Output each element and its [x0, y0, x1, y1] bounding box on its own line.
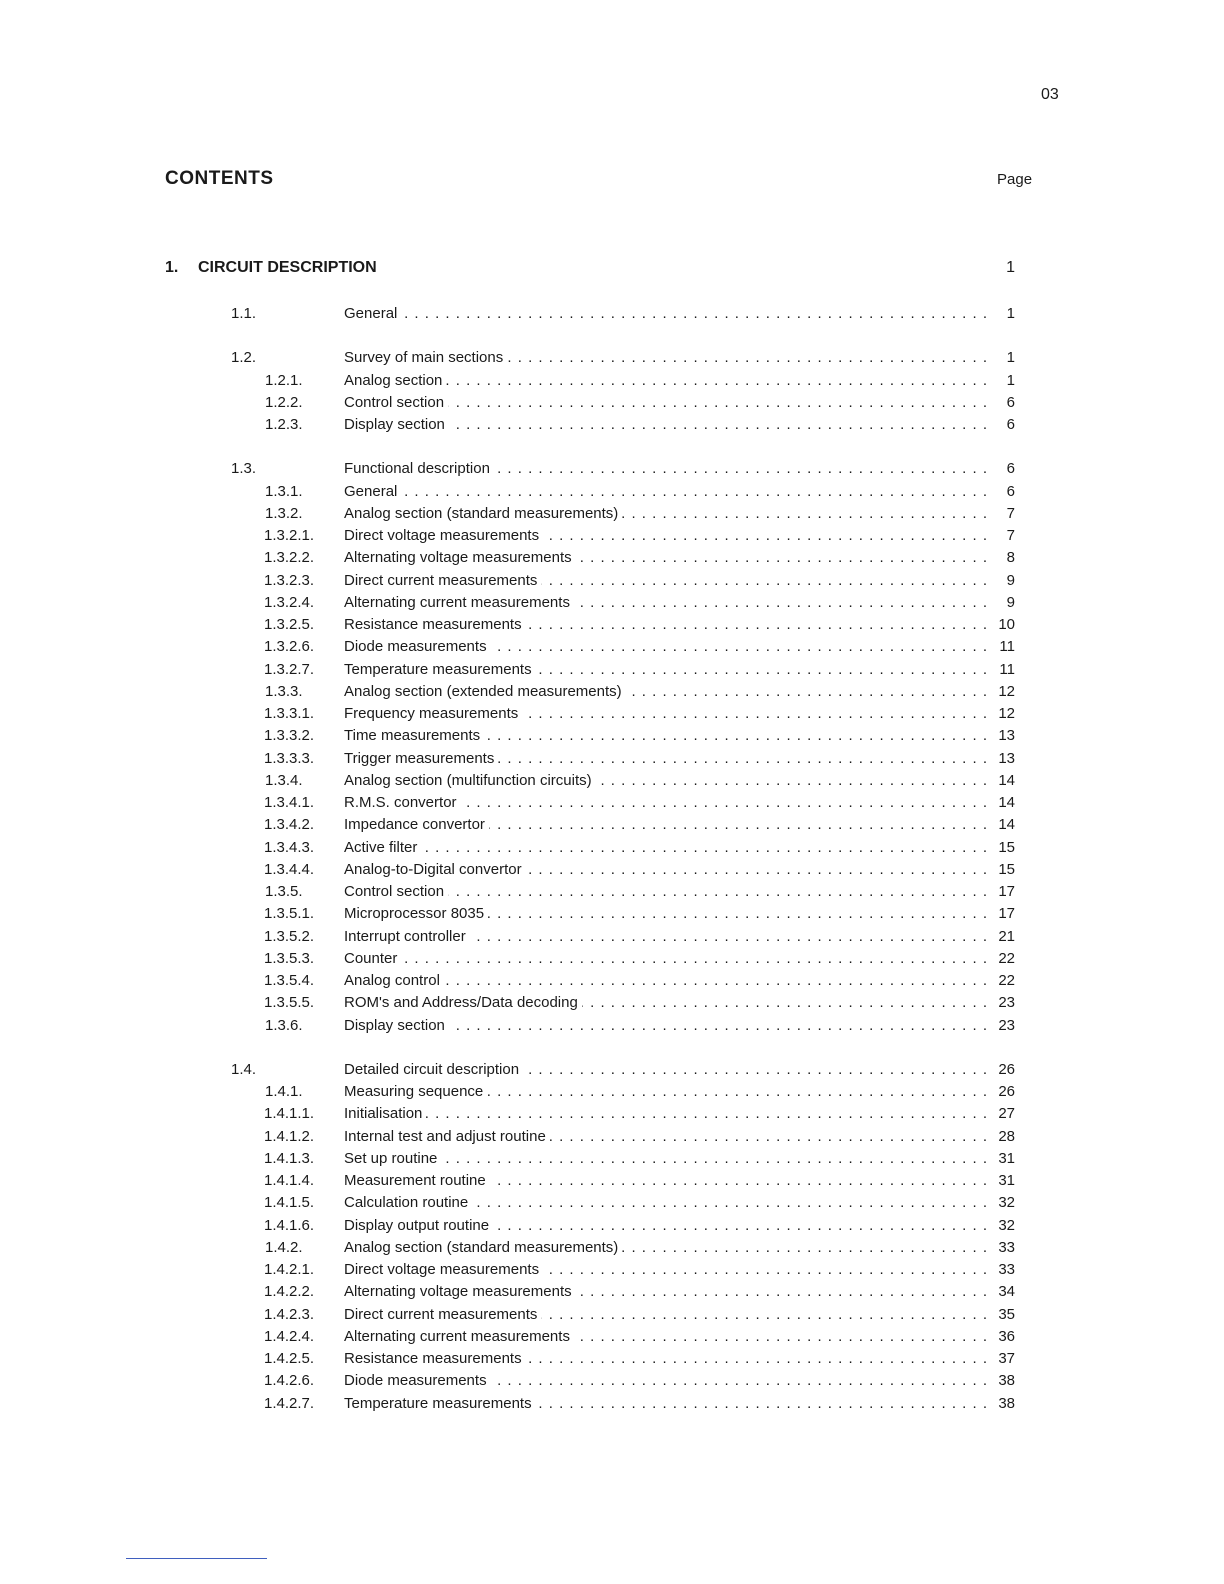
- toc-entry-number: 1.2.: [231, 349, 257, 367]
- toc-entry: [0, 547, 1224, 569]
- toc-entry-leader: [344, 1103, 988, 1125]
- toc-entry-title: Set up routine: [344, 1150, 441, 1167]
- toc-entry: [0, 1170, 1224, 1192]
- toc-entry-title: Diode measurements: [344, 638, 491, 655]
- toc-entry: [0, 570, 1224, 592]
- toc-entry-page: 1: [1006, 305, 1015, 322]
- toc-entry-number: 1.3.: [231, 460, 257, 478]
- toc-entry-page: 35: [998, 1305, 1015, 1323]
- chapter-number: 1.: [165, 259, 179, 276]
- toc-entry-title: Control section: [344, 883, 448, 900]
- toc-entry-title: Direct current measurements: [344, 572, 541, 589]
- toc-entry-leader: [344, 1326, 988, 1348]
- toc-entry-page: 6: [1006, 482, 1015, 500]
- toc-entry-page: 23: [998, 994, 1015, 1012]
- toc-entry-leader: [344, 903, 988, 925]
- toc-entry: [0, 1259, 1224, 1281]
- toc-entry-leader: [344, 1237, 988, 1259]
- toc-entry-title: Survey of main sections: [344, 349, 507, 366]
- toc-entry-page: 14: [998, 771, 1015, 789]
- toc-entry-page: 33: [998, 1261, 1015, 1278]
- toc-entry-leader: [344, 503, 988, 525]
- toc-entry-title: Control section: [344, 394, 448, 411]
- toc-entry: [0, 725, 1224, 747]
- toc-entry-number: 1.4.2.1.: [264, 1261, 315, 1278]
- toc-entry-page: 27: [998, 1105, 1015, 1123]
- toc-entry-title: Display section: [344, 1017, 449, 1034]
- toc-entry-number: 1.3.2.4.: [264, 593, 315, 611]
- toc-entry: [0, 1081, 1224, 1103]
- toc-entry: [0, 614, 1224, 636]
- toc-entry-page: 15: [998, 860, 1015, 878]
- toc-entry: [0, 481, 1224, 503]
- toc-entry-title: General: [344, 305, 401, 322]
- toc-entry-leader: [344, 636, 988, 658]
- toc-entry-title: Analog section (standard measurements): [344, 1239, 622, 1256]
- toc-entry-title: Alternating current measurements: [344, 1328, 574, 1345]
- toc-entry-title: Diode measurements: [344, 1372, 491, 1389]
- toc-entry-page: 1: [1006, 371, 1015, 389]
- toc-entry-title: Initialisation: [344, 1105, 426, 1122]
- toc-entry: [0, 1148, 1224, 1170]
- toc-entry-number: 1.3.3.1.: [264, 705, 315, 722]
- toc-entry-number: 1.4.1.: [265, 1083, 303, 1100]
- toc-entry-title: Analog-to-Digital convertor: [344, 861, 526, 878]
- toc-entry-leader: [344, 970, 988, 992]
- toc-entry: [0, 1015, 1224, 1037]
- toc-entry-number: 1.4.2.7.: [264, 1394, 315, 1412]
- page-column-label: Page: [997, 171, 1033, 188]
- toc-entry-page: 21: [998, 927, 1015, 945]
- toc-entry-page: 17: [998, 905, 1015, 923]
- toc-entry-leader: [344, 303, 988, 325]
- toc-entry-number: 1.4.2.2.: [264, 1283, 315, 1301]
- toc-entry-page: 17: [998, 883, 1015, 900]
- toc-entry: [0, 1103, 1224, 1125]
- toc-entry: [0, 1215, 1224, 1237]
- toc-entry: [0, 1370, 1224, 1392]
- toc-entry-number: 1.3.6.: [265, 1016, 303, 1034]
- chapter-page: 1: [1006, 259, 1015, 276]
- toc-entry-title: Calculation routine: [344, 1194, 472, 1211]
- toc-entry-leader: [344, 614, 988, 636]
- toc-entry-title: R.M.S. convertor: [344, 794, 461, 811]
- toc-entry-page: 12: [998, 705, 1015, 722]
- toc-entry-page: 26: [998, 1083, 1015, 1100]
- toc-entry: [0, 592, 1224, 614]
- toc-entry-title: Direct voltage measurements: [344, 527, 543, 544]
- toc-entry-page: 38: [998, 1372, 1015, 1390]
- toc-entry: [0, 659, 1224, 681]
- toc-entry-page: 33: [998, 1238, 1015, 1256]
- toc-entry-title: Trigger measurements: [344, 750, 498, 767]
- toc-entry-leader: [344, 1059, 988, 1081]
- chapter-heading: [165, 259, 1015, 281]
- toc-entry-page: 31: [998, 1172, 1015, 1189]
- toc-entry-leader: [344, 1126, 988, 1148]
- toc-entry-title: Analog section (multifunction circuits): [344, 772, 596, 789]
- toc-entry-page: 12: [998, 682, 1015, 700]
- toc-entry-page: 13: [998, 749, 1015, 767]
- toc-entry-title: Detailed circuit description: [344, 1061, 523, 1078]
- toc-entry: [0, 503, 1224, 525]
- toc-entry-page: 10: [998, 616, 1015, 633]
- toc-entry-page: 37: [998, 1350, 1015, 1367]
- toc-entry-number: 1.3.4.4.: [264, 860, 315, 878]
- toc-entry-leader: [344, 570, 988, 592]
- chapter-title: CIRCUIT DESCRIPTION: [198, 259, 377, 276]
- toc-entry: [0, 1126, 1224, 1148]
- toc-entry-number: 1.3.4.3.: [264, 838, 315, 856]
- toc-entry-number: 1.3.5.4.: [264, 972, 315, 989]
- toc-entry-leader: [344, 681, 988, 703]
- contents-title: CONTENTS: [165, 168, 274, 189]
- toc-entry-title: Analog section: [344, 372, 446, 389]
- toc-entry: [0, 525, 1224, 547]
- toc-entry-leader: [344, 926, 988, 948]
- toc-entry: [0, 837, 1224, 859]
- toc-entry-leader: [344, 547, 988, 569]
- toc-entry: [0, 792, 1224, 814]
- toc-entry-title: Functional description: [344, 460, 494, 477]
- toc-entry-title: Microprocessor 8035: [344, 905, 488, 922]
- toc-entry-leader: [344, 1192, 988, 1214]
- toc-entry-number: 1.3.4.1.: [264, 794, 315, 811]
- toc-entry-leader: [344, 748, 988, 770]
- toc-entry-number: 1.4.1.1.: [264, 1105, 315, 1123]
- toc-entry-number: 1.3.3.3.: [264, 749, 315, 767]
- toc-entry-page: 1: [1006, 349, 1015, 367]
- toc-entry: [0, 703, 1224, 725]
- toc-entry-leader: [344, 1304, 988, 1326]
- toc-entry-page: 32: [998, 1216, 1015, 1234]
- toc-entry: [0, 1237, 1224, 1259]
- toc-entry-page: 9: [1006, 593, 1015, 611]
- toc-entry-number: 1.3.2.: [265, 504, 303, 522]
- toc-entry: [0, 814, 1224, 836]
- toc-entry: [0, 636, 1224, 658]
- toc-entry-number: 1.3.5.5.: [264, 994, 315, 1012]
- toc-entry: [0, 1304, 1224, 1326]
- toc-entry: [0, 970, 1224, 992]
- toc-entry: [0, 370, 1224, 392]
- toc-entry-leader: [344, 1281, 988, 1303]
- toc-entry-page: 14: [998, 816, 1015, 834]
- toc-entry-page: 7: [1006, 504, 1015, 522]
- toc-entry-number: 1.4.1.5.: [264, 1194, 315, 1212]
- toc-entry: [0, 992, 1224, 1014]
- toc-entry-title: Temperature measurements: [344, 1395, 536, 1412]
- toc-entry-page: 9: [1006, 571, 1015, 589]
- toc-entry-page: 22: [998, 972, 1015, 989]
- toc-entry-number: 1.3.5.1.: [264, 905, 315, 923]
- toc-entry: [0, 347, 1224, 369]
- toc-entry-title: Analog control: [344, 972, 444, 989]
- toc-entry-leader: [344, 592, 988, 614]
- toc-entry-number: 1.3.2.1.: [264, 527, 315, 544]
- toc-entry-number: 1.4.1.3.: [264, 1149, 315, 1167]
- toc-entry-number: 1.3.2.7.: [264, 660, 315, 678]
- toc-entry-title: Time measurements: [344, 727, 484, 744]
- toc-entry-number: 1.4.2.3.: [264, 1305, 315, 1323]
- toc-entry-number: 1.2.1.: [265, 371, 303, 389]
- toc-entry-leader: [344, 1370, 988, 1392]
- toc-entry-number: 1.3.3.: [265, 682, 303, 700]
- toc-entry-page: 13: [998, 727, 1015, 745]
- toc-entry-page: 15: [998, 838, 1015, 856]
- toc-entry-page: 31: [998, 1149, 1015, 1167]
- toc-entry-page: 26: [998, 1060, 1015, 1078]
- toc-entry: [0, 748, 1224, 770]
- toc-entry: [0, 303, 1224, 325]
- toc-entry-leader: [344, 1015, 988, 1037]
- toc-entry-leader: [344, 1215, 988, 1237]
- toc-entry: [0, 1393, 1224, 1415]
- toc-entry-title: Impedance convertor: [344, 816, 489, 833]
- toc-entry-number: 1.2.2.: [265, 393, 303, 411]
- toc-entry-leader: [344, 725, 988, 747]
- toc-entry-page: 22: [998, 949, 1015, 967]
- toc-entry-leader: [344, 792, 988, 814]
- toc-entry-title: Display section: [344, 416, 449, 433]
- toc-entry-title: Alternating voltage measurements: [344, 549, 576, 566]
- toc-entry-title: Frequency measurements: [344, 705, 522, 722]
- page-number: 03: [1041, 86, 1059, 103]
- toc-entry-page: 23: [998, 1016, 1015, 1034]
- toc-entry: [0, 948, 1224, 970]
- toc-entry: [0, 859, 1224, 881]
- toc-entry-leader: [344, 481, 988, 503]
- toc-entry: [0, 414, 1224, 436]
- toc-entry-leader: [344, 703, 988, 725]
- toc-entry-number: 1.3.5.: [265, 883, 303, 900]
- toc-entry-leader: [344, 814, 988, 836]
- toc-entry-title: Analog section (extended measurements): [344, 683, 626, 700]
- toc-entry-leader: [344, 458, 988, 480]
- toc-entry-page: 6: [1006, 460, 1015, 478]
- toc-entry-title: Measuring sequence: [344, 1083, 487, 1100]
- toc-entry-title: Resistance measurements: [344, 616, 526, 633]
- toc-entry-number: 1.3.5.3.: [264, 949, 315, 967]
- toc-entry-page: 32: [998, 1194, 1015, 1212]
- toc-entry-page: 11: [999, 638, 1015, 656]
- toc-entry: [0, 926, 1224, 948]
- toc-entry: [0, 458, 1224, 480]
- toc-entry: [0, 1059, 1224, 1081]
- toc-entry: [0, 1348, 1224, 1370]
- toc-entry-title: Temperature measurements: [344, 661, 536, 678]
- toc-entry-leader: [344, 414, 988, 436]
- toc-entry-page: 7: [1006, 527, 1015, 544]
- toc-entry-leader: [344, 1348, 988, 1370]
- toc-entry-number: 1.4.2.5.: [264, 1350, 315, 1367]
- toc-entry-leader: [344, 948, 988, 970]
- toc-entry-leader: [344, 659, 988, 681]
- toc-entry-number: 1.3.4.2.: [264, 816, 315, 834]
- toc-entry-number: 1.3.4.: [265, 771, 303, 789]
- toc-entry: [0, 681, 1224, 703]
- toc-entry-leader: [344, 392, 988, 414]
- toc-entry-page: 28: [998, 1127, 1015, 1145]
- toc-entry: [0, 770, 1224, 792]
- toc-entry-number: 1.1.: [231, 305, 257, 322]
- toc-entry-title: Direct voltage measurements: [344, 1261, 543, 1278]
- toc-entry-title: Active filter: [344, 839, 421, 856]
- toc-entry-page: 6: [1006, 416, 1015, 433]
- toc-entry-number: 1.3.2.3.: [264, 571, 315, 589]
- toc-entry-leader: [344, 1170, 988, 1192]
- toc-entry-page: 8: [1006, 549, 1015, 567]
- toc-entry: [0, 1192, 1224, 1214]
- toc-entry: [0, 392, 1224, 414]
- toc-entry-leader: [344, 881, 988, 903]
- toc-entry-title: Counter: [344, 950, 401, 967]
- toc-entry-leader: [344, 1081, 988, 1103]
- toc-entry-leader: [344, 1148, 988, 1170]
- toc-entry-number: 1.4.2.6.: [264, 1372, 315, 1390]
- toc-entry-title: Alternating current measurements: [344, 594, 574, 611]
- toc-entry-title: Interrupt controller: [344, 928, 470, 945]
- toc-entry-title: ROM's and Address/Data decoding: [344, 994, 582, 1011]
- toc-entry-leader: [344, 347, 988, 369]
- toc-entry: [0, 881, 1224, 903]
- toc-entry: [0, 903, 1224, 925]
- toc-entry-number: 1.3.2.5.: [264, 616, 315, 633]
- toc-entry-number: 1.4.1.6.: [264, 1216, 315, 1234]
- toc-entry-page: 34: [998, 1283, 1015, 1301]
- toc-entry-title: Resistance measurements: [344, 1350, 526, 1367]
- toc-entry-title: Alternating voltage measurements: [344, 1283, 576, 1300]
- toc-entry-leader: [344, 770, 988, 792]
- toc-entry-page: 38: [998, 1394, 1015, 1412]
- toc-entry-title: General: [344, 483, 401, 500]
- toc-entry-leader: [344, 1259, 988, 1281]
- bottom-rule: [126, 1558, 267, 1559]
- toc-entry-number: 1.4.2.4.: [264, 1327, 315, 1345]
- toc-entry: [0, 1281, 1224, 1303]
- toc-entry-leader: [344, 525, 988, 547]
- toc-entry-page: 14: [998, 794, 1015, 811]
- toc-entry-page: 6: [1006, 393, 1015, 411]
- toc-entry-title: Internal test and adjust routine: [344, 1128, 550, 1145]
- toc-entry: [0, 1326, 1224, 1348]
- toc-entry-number: 1.4.1.4.: [264, 1172, 315, 1189]
- toc-entry-leader: [344, 1393, 988, 1415]
- toc-entry-number: 1.3.5.2.: [264, 927, 315, 945]
- toc-entry-number: 1.4.1.2.: [264, 1127, 315, 1145]
- toc-entry-leader: [344, 370, 988, 392]
- toc-entry-leader: [344, 837, 988, 859]
- toc-entry-page: 36: [998, 1327, 1015, 1345]
- toc-entry-title: Analog section (standard measurements): [344, 505, 622, 522]
- toc-entry-page: 11: [999, 660, 1015, 678]
- toc-entry-number: 1.2.3.: [265, 416, 303, 433]
- toc-entry-number: 1.3.1.: [265, 482, 303, 500]
- toc-entry-title: Display output routine: [344, 1217, 493, 1234]
- toc-entry-number: 1.4.2.: [265, 1238, 303, 1256]
- toc-entry-title: Direct current measurements: [344, 1306, 541, 1323]
- toc-entry-title: Measurement routine: [344, 1172, 490, 1189]
- toc-entry-number: 1.3.2.6.: [264, 638, 315, 656]
- toc-entry-leader: [344, 992, 988, 1014]
- toc-entry-number: 1.4.: [231, 1060, 257, 1078]
- toc-entry-leader: [344, 859, 988, 881]
- toc-entry-number: 1.3.3.2.: [264, 727, 315, 745]
- toc-entry-number: 1.3.2.2.: [264, 549, 315, 567]
